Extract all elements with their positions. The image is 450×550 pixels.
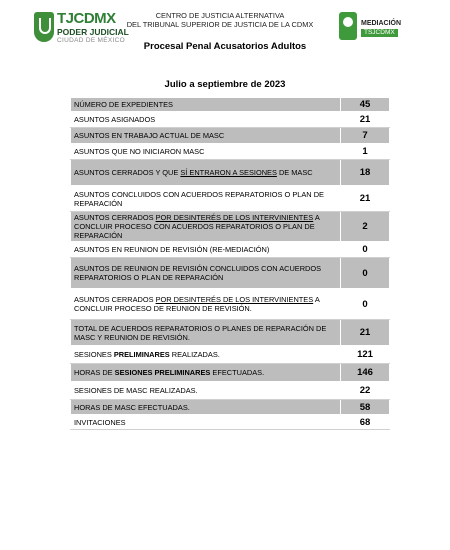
institution-line-2: DEL TRIBUNAL SUPERIOR DE JUSTICIA DE LA CDMX	[126, 20, 314, 29]
table-row	[71, 186, 390, 212]
row-value: 0	[341, 258, 390, 289]
row-value: 2	[341, 212, 390, 242]
row-label	[71, 364, 341, 382]
row-label	[71, 98, 341, 112]
row-label-part: NÚMERO DE EXPEDIENTES	[74, 100, 173, 109]
table-row	[71, 98, 390, 112]
table-row	[71, 212, 390, 242]
table-row	[71, 160, 390, 186]
row-label	[71, 144, 341, 160]
row-value: 18	[341, 160, 390, 186]
row-value: 121	[341, 346, 390, 364]
table-row	[71, 112, 390, 128]
row-label-part: REALIZADAS.	[169, 350, 220, 359]
row-label-part: INVITACIONES	[74, 417, 126, 427]
row-value: 0	[341, 289, 390, 320]
logo-subtitle: PODER JUDICIAL	[57, 27, 129, 37]
row-label-part: ASUNTOS ASIGNADOS	[74, 115, 156, 124]
mediacion-logo-sub: TSJCDMX	[361, 29, 398, 37]
row-label-part: SÍ ENTRARON A SESIONES	[180, 168, 277, 177]
row-label	[71, 382, 341, 400]
row-label-part: POR DESINTERÉS DE LOS INTERVINIENTES	[155, 213, 314, 222]
row-label-part: TOTAL DE ACUERDOS REPARATORIOS O PLANES DE REPARACIÓN DE MASC Y REUNION DE REVISIÓN.	[74, 323, 327, 342]
row-label	[71, 160, 341, 186]
table-row	[71, 415, 390, 430]
table-row	[71, 128, 390, 144]
row-label-part: HORAS DE	[74, 368, 115, 377]
table-row	[71, 400, 390, 415]
logo-brand-text: TJCDMX	[57, 10, 116, 27]
table-row	[71, 364, 390, 382]
row-label-part: ASUNTOS QUE NO INICIARON MASC	[74, 147, 205, 156]
row-label	[71, 212, 341, 242]
institution-line-1: CENTRO DE JUSTICIA ALTERNATIVA	[155, 11, 285, 20]
table-row	[71, 242, 390, 258]
row-label	[71, 128, 341, 144]
row-value: 21	[341, 320, 390, 346]
row-value: 22	[341, 382, 390, 400]
row-label	[71, 400, 341, 415]
row-label-part: EFECTUADAS.	[210, 368, 265, 377]
row-label-part: A CONCLUIR PROCESO CON ACUERDOS REPARATORIOS O PLAN DE REPARACIÓN	[74, 213, 320, 240]
row-value: 146	[341, 364, 390, 382]
mediacion-logo	[339, 12, 419, 44]
mediacion-logo-title: MEDIACIÓN	[361, 20, 402, 27]
row-label-part: HORAS DE MASC EFECTUADAS.	[74, 402, 190, 412]
table-row	[71, 320, 390, 346]
mediacion-emblem-icon	[339, 12, 357, 40]
document-title: Procesal Penal Acusatorios Adultos	[143, 41, 307, 52]
row-label-part: ASUNTOS CONCLUIDOS CON ACUERDOS REPARATORIOS O PLAN DE REPARACIÓN	[74, 189, 324, 208]
row-label	[71, 242, 341, 258]
institution-header	[120, 11, 320, 29]
row-value: 0	[341, 242, 390, 258]
row-label	[71, 346, 341, 364]
row-label-part: ASUNTOS DE REUNION DE REVISIÓN CONCLUIDOS CON ACUERDOS REPARATORIOS O PLAN DE REPARACIÓN	[74, 264, 322, 282]
row-label-part: ASUNTOS EN REUNION DE REVISIÓN (RE-MEDIACIÓN)	[74, 245, 270, 254]
row-label-part: ASUNTOS CERRADOS Y QUE	[74, 168, 181, 177]
row-label	[71, 112, 341, 128]
row-value: 21	[341, 186, 390, 212]
row-label	[71, 320, 341, 346]
row-label-part: POR DESINTERÉS DE LOS INTERVINIENTES	[155, 295, 314, 304]
row-label	[71, 186, 341, 212]
row-label-part: DE MASC	[276, 168, 313, 177]
row-label	[71, 289, 341, 320]
row-label-part: PRELIMINARES	[113, 350, 170, 359]
row-label-part: SESIONES PRELIMINARES	[114, 368, 211, 377]
table-row	[71, 289, 390, 320]
table-row	[71, 382, 390, 400]
row-value: 45	[341, 98, 390, 112]
row-label-part: A CONCLUIR PROCESO DE REUNION DE REVISIÓN.	[74, 295, 320, 313]
logo-city: CIUDAD DE MÉXICO	[57, 37, 126, 44]
row-label-part: ASUNTOS EN TRABAJO ACTUAL DE MASC	[74, 131, 225, 140]
statistics-table	[70, 97, 390, 430]
table-row	[71, 258, 390, 289]
row-value: 1	[341, 144, 390, 160]
row-value: 68	[341, 415, 390, 430]
table-row	[71, 346, 390, 364]
row-value: 7	[341, 128, 390, 144]
tjcdmx-emblem-icon	[34, 12, 54, 42]
row-label-part: SESIONES	[74, 350, 114, 359]
row-label-part: SESIONES DE MASC REALIZADAS.	[74, 386, 198, 395]
table-row	[71, 144, 390, 160]
row-label-part: ASUNTOS CERRADOS	[74, 213, 156, 222]
row-label-part: ASUNTOS CERRADOS	[74, 295, 156, 304]
row-label	[71, 258, 341, 289]
report-period: Julio a septiembre de 2023	[164, 79, 286, 90]
row-label	[71, 415, 341, 430]
row-value: 21	[341, 112, 390, 128]
row-value: 58	[341, 400, 390, 415]
